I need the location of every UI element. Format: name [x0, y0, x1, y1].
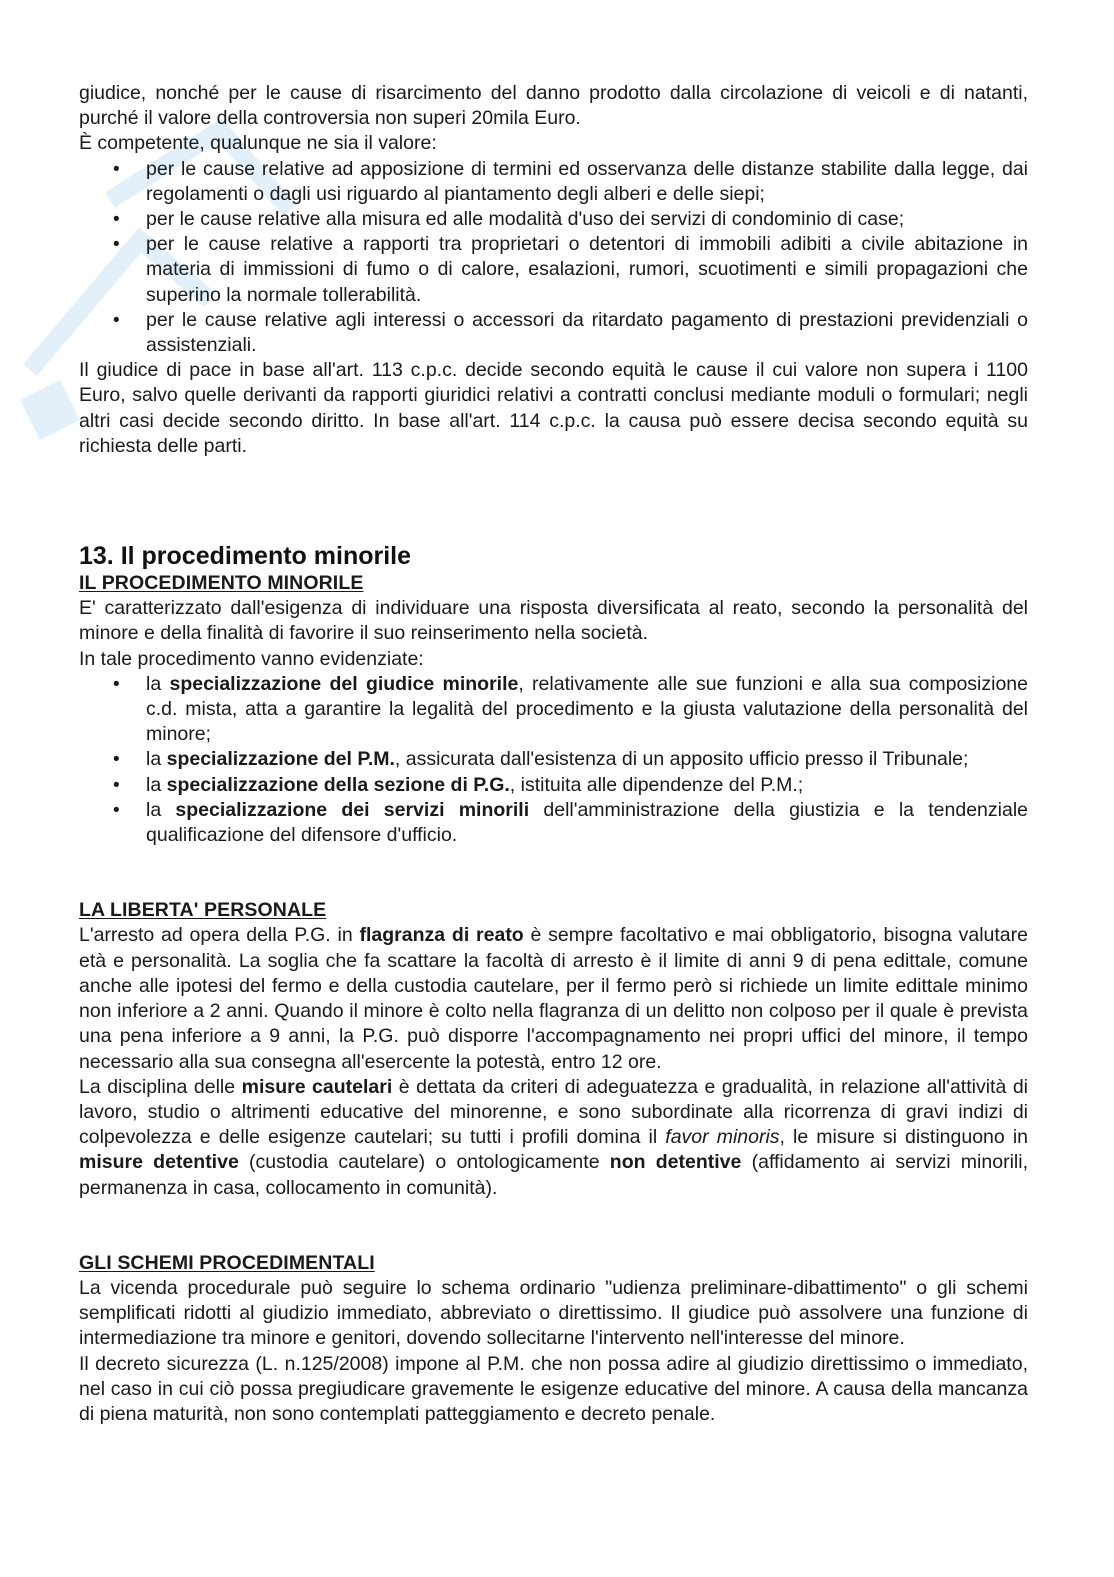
section-lead: In tale procedimento vanno evidenziate:	[79, 647, 424, 670]
list-item: • per le cause relative ad apposizione di termini ed osservanza delle distanze stabilite dalla legge, dai regolamenti o dagli usi riguardo al piantamento degli alberi e delle siepi;	[79, 157, 1028, 207]
liberta-paragraph-2: La disciplina delle misure cautelari è dettata da criteri di adeguatezza e gradualità, in relazione all'attività di lavoro, studio o altrimenti educative del minorenne, e sono subordinate alla ricorrenza di gravi indizi di colpevolezza e delle esigenze cautelari; su tutti i profili domina il favor minoris, le misure si distinguono in misure detentive (custodia cautelare) o ontologicamente non detentive (affidamento ai servizi minorili, permanenza in casa, collocamento in comunità).	[79, 1075, 1028, 1199]
section-list	[79, 672, 1028, 848]
intro-lead: È competente, qualunque ne sia il valore:	[79, 132, 437, 155]
list-item: • per le cause relative agli interessi o accessori da ritardato pagamento di prestazioni previdenziali o assistenziali.	[79, 308, 1028, 358]
list-item: • la specializzazione del giudice minorile, relativamente alle sue funzioni e alla sua composizione c.d. mista, atta a garantire la legalità del procedimento e la giusta valutazione della personalità del minore;	[79, 672, 1028, 748]
intro-list	[79, 157, 1028, 359]
intro-paragraph: giudice, nonché per le cause di risarcimento del danno prodotto dalla circolazione di veicoli e di natanti, purché il valore della controversia non superi 20mila Euro.	[79, 82, 1028, 130]
schemi-subheading: GLI SCHEMI PROCEDIMENTALI	[79, 1251, 375, 1274]
page-content	[79, 81, 1028, 1427]
list-item: • per le cause relative alla misura ed alle modalità d'uso dei servizi di condominio di case;	[79, 207, 1028, 232]
equity-paragraph: Il giudice di pace in base all'art. 113 c.p.c. decide secondo equità le cause il cui valore non supera i 1100 Euro, salvo quelle derivanti da rapporti giuridici relativi a contratti conclusi mediante moduli o formulari; negli altri casi decide secondo diritto. In base all'art. 114 c.p.c. la causa può essere decisa secondo equità su richiesta delle parti.	[79, 359, 1028, 457]
section-paragraph: E' caratterizzato dall'esigenza di individuare una risposta diversificata al reato, secondo la personalità del minore e della finalità di favorire il suo reinserimento nella società.	[79, 597, 1028, 645]
list-item: • la specializzazione dei servizi minorili dell'amministrazione della giustizia e la tendenziale qualificazione del difensore d'ufficio.	[79, 798, 1028, 848]
section-subheading: IL PROCEDIMENTO MINORILE	[79, 572, 364, 595]
list-item: • per le cause relative a rapporti tra proprietari o detentori di immobili adibiti a civile abitazione in materia di immissioni di fumo o di calore, esalazioni, rumori, scuotimenti e simili propagazioni che superino la normale tollerabilità.	[79, 232, 1028, 308]
liberta-subheading: LA LIBERTA' PERSONALE	[79, 899, 327, 922]
section-heading: 13. Il procedimento minorile	[79, 542, 412, 571]
schemi-paragraph-2: Il decreto sicurezza (L. n.125/2008) impone al P.M. che non possa adire al giudizio direttissimo o immediato, nel caso in cui ciò possa pregiudicare gravemente le esigenze educative del minore. A causa della mancanza di piena maturità, non sono contemplati patteggiamento e decreto penale.	[79, 1352, 1028, 1425]
list-item: • la specializzazione del P.M., assicurata dall'esistenza di un apposito ufficio presso il Tribunale;	[79, 747, 1028, 772]
list-item: • la specializzazione della sezione di P.G., istituita alle dipendenze del P.M.;	[79, 773, 1028, 798]
schemi-paragraph-1: La vicenda procedurale può seguire lo schema ordinario "udienza preliminare-dibattimento" o gli schemi semplificati ridotti al giudizio immediato, abbreviato o direttissimo. Il giudice può assolvere una funzione di intermediazione tra minore e genitori, dovendo sollecitarne l'intervento nell'interesse del minore.	[79, 1276, 1028, 1350]
liberta-paragraph-1: L'arresto ad opera della P.G. in flagranza di reato è sempre facoltativo e mai obbligatorio, bisogna valutare età e personalità. La soglia che fa scattare la facoltà di arresto è il limite di anni 9 di pena edittale, comune anche alle ipotesi del fermo e della custodia cautelare, per il fermo però si richiede un limite edittale minimo non inferiore a 2 anni. Quando il minore è colto nella flagranza di un delitto non colposo per il quale è prevista una pena inferiore a 9 anni, la P.G. può disporre l'accompagnamento nei propri uffici del minore, il tempo necessario alla sua consegna all'esercente la potestà, entro 12 ore.	[79, 924, 1028, 1073]
